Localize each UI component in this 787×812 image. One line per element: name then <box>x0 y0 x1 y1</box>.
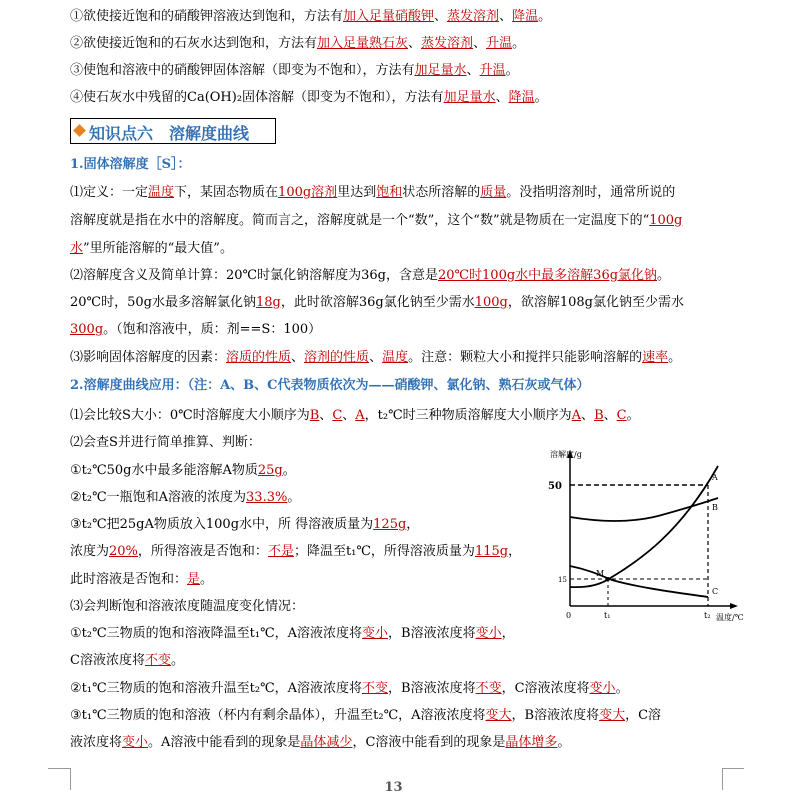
line-text: 。 <box>170 653 184 668</box>
line-text: 。注意：颗粒大小和搅拌只能影响溶解的 <box>408 350 643 365</box>
answer-text: 变小 <box>362 626 389 641</box>
section-heading <box>70 118 276 144</box>
answer-text: 是 <box>187 572 201 587</box>
answer-text: B <box>309 408 320 423</box>
line-text: ⑴定义：一定 <box>70 185 149 200</box>
line-text: 、 <box>408 36 422 51</box>
answer-text: 降温 <box>508 90 535 105</box>
label-a: A <box>712 473 718 482</box>
text-line <box>70 212 682 230</box>
x-axis-arrow <box>730 603 738 609</box>
answer-text: 125g <box>373 517 407 532</box>
answer-text: 20℃时100g水中最多溶解36g氯化钠 <box>437 268 658 283</box>
line-text: 溶解度就是指在水中的溶解度。简而言之，溶解度就是一个“数”，这个“数”就是物质在一定温度下的“ <box>70 213 650 228</box>
answer-text: 33.3% <box>246 490 288 505</box>
answer-text: A <box>355 408 365 423</box>
text-line <box>70 156 190 174</box>
text-line <box>70 516 419 534</box>
text-line <box>70 62 519 80</box>
answer-text: 速率 <box>642 350 669 365</box>
label-b: B <box>712 503 718 512</box>
line-text: 、 <box>291 350 305 365</box>
line-text: 1.固体溶解度［S］： <box>70 157 191 172</box>
curve-c <box>570 566 708 597</box>
answer-text: 变小 <box>122 735 149 750</box>
answer-text: 升温 <box>479 63 506 78</box>
line-text: 。 <box>615 681 629 696</box>
text-line <box>70 267 670 285</box>
line-text: 。 <box>200 572 214 587</box>
answer-text: C <box>332 408 343 423</box>
line-text: 2.溶解度曲线应用：（注：A、B、C代表物质依次为——硝酸钾、氯化钠、熟石灰或气体） <box>70 378 590 393</box>
answer-text: 溶剂的性质 <box>304 350 370 365</box>
y-axis-label: 溶解度/g <box>550 450 582 459</box>
answer-text: 蒸发溶剂 <box>421 36 474 51</box>
line-text: ，欲溶解108g氯化钠至少需水 <box>507 295 684 310</box>
answer-text: 变小 <box>589 681 616 696</box>
line-text: C溶液浓度将 <box>70 653 145 668</box>
answer-text: 溶质的性质 <box>226 350 292 365</box>
solubility-curve-graph <box>540 448 750 623</box>
answer-text: 加足量水 <box>443 90 496 105</box>
answer-text: 不变 <box>475 681 502 696</box>
line-text: 。 <box>287 490 301 505</box>
answer-text: 饱和 <box>376 185 403 200</box>
answer-text: B <box>594 408 604 423</box>
answer-text: 115g <box>474 544 509 559</box>
answer-text: 水 <box>70 241 84 256</box>
answer-text: 变大 <box>485 708 512 723</box>
line-text: 。 <box>282 463 296 478</box>
line-text: 。 <box>534 90 548 105</box>
curve-a <box>570 466 718 587</box>
answer-text: 100g溶剂 <box>278 185 338 200</box>
line-text: 。没指明溶剂时，通常所说的 <box>506 185 676 200</box>
answer-text: 晶体减少 <box>300 735 353 750</box>
line-text: 、 <box>319 408 333 423</box>
line-text: 。 <box>505 63 519 78</box>
text-line <box>70 571 213 589</box>
answer-text: 加入足量硝酸钾 <box>343 9 435 24</box>
line-text: 。 <box>512 36 526 51</box>
line-text: 。 <box>668 350 682 365</box>
text-line <box>70 377 590 395</box>
text-line <box>70 489 300 507</box>
text-line <box>70 8 551 26</box>
line-text: 、 <box>434 9 448 24</box>
line-text: ，B溶液浓度将 <box>511 708 600 723</box>
page-corner-left-h <box>48 768 70 770</box>
line-text: ④使石灰水中残留的Ca(OH)₂固体溶解（即变为不饱和），方法有 <box>70 90 444 105</box>
answer-text: 温度 <box>382 350 409 365</box>
answer-text: 100g <box>474 295 508 310</box>
line-text: 。 <box>657 268 671 283</box>
answer-text: 蒸发溶剂 <box>447 9 500 24</box>
line-text: 。（饱和溶液中，质：剂==S：100） <box>103 322 322 337</box>
line-text: ，C溶液中能看到的现象是 <box>352 735 506 750</box>
line-text: ，此时欲溶解36g氯化钠至少需水 <box>280 295 475 310</box>
line-text: ， <box>406 517 420 532</box>
answer-text: 变大 <box>599 708 626 723</box>
line-text: ⑵溶解度含义及简单计算：20℃时氯化钠溶解度为36g，含意是 <box>70 268 438 283</box>
answer-text: 降温 <box>512 9 539 24</box>
answer-text: 加足量水 <box>414 63 467 78</box>
text-line <box>70 294 684 312</box>
line-text: ⑵会查S并进行简单推算、判断： <box>70 435 261 450</box>
answer-text: 加入足量熟石灰 <box>317 36 409 51</box>
answer-text: A <box>571 408 582 423</box>
line-text: ②t₂℃一瓶饱和A溶液的浓度为 <box>70 490 247 505</box>
line-text: 、 <box>603 408 617 423</box>
line-text: ⑴会比较S大小：0℃时溶解度大小顺序为 <box>70 408 310 423</box>
text-line <box>70 35 525 53</box>
line-text: 下，某固态物质在 <box>174 185 279 200</box>
line-text: ②欲使接近饱和的石灰水达到饱和，方法有 <box>70 36 318 51</box>
line-text: ，C溶 <box>625 708 662 723</box>
text-line <box>70 734 570 752</box>
text-line <box>70 184 675 202</box>
line-text: ”里所能溶解的“最大值”。 <box>83 241 233 256</box>
text-line <box>70 407 640 425</box>
page-number: 13 <box>384 780 403 795</box>
line-text: ， <box>501 626 515 641</box>
line-text: ①t₂℃50g水中最多能溶解A物质 <box>70 463 258 478</box>
text-line <box>70 434 261 452</box>
line-text: ，所得溶液是否饱和： <box>137 544 268 559</box>
line-text: 、 <box>473 36 487 51</box>
line-text: 、 <box>342 408 356 423</box>
answer-text: 300g <box>70 322 104 337</box>
answer-text: 100g <box>649 213 683 228</box>
line-text: ①t₂℃三物质的饱和溶液降温至t₁℃，A溶液浓度将 <box>70 626 362 641</box>
y-tick-50: 50 <box>548 481 562 492</box>
answer-text: 不变 <box>144 653 171 668</box>
line-text: 、 <box>581 408 595 423</box>
line-text: ；降温至t₁℃，所得溶液质量为 <box>293 544 475 559</box>
label-m: M <box>596 569 605 578</box>
line-text: 。 <box>557 735 571 750</box>
text-line <box>70 462 296 480</box>
diamond-icon <box>73 124 86 137</box>
x-tick-t1: t₁ <box>604 611 611 620</box>
line-text: 、 <box>369 350 383 365</box>
answer-text: 20% <box>109 544 138 559</box>
line-text: ③t₁℃三物质的饱和溶液（杯内有剩余晶体），升温至t₂℃，A溶液浓度将 <box>70 708 486 723</box>
point-m <box>606 577 610 581</box>
line-text: ⑶影响固体溶解度的因素： <box>70 350 227 365</box>
line-text: ，B溶液浓度将 <box>388 681 476 696</box>
y-tick-15: 15 <box>558 576 567 584</box>
section-title: 知识点六 溶解度曲线 <box>89 124 250 143</box>
x-axis-label: 温度/℃ <box>716 613 744 622</box>
line-text: ， <box>508 544 522 559</box>
answer-text: 变小 <box>475 626 502 641</box>
text-line <box>70 349 681 367</box>
answer-text: 25g <box>257 463 283 478</box>
line-text: 。 <box>626 408 640 423</box>
answer-text: 不是 <box>267 544 294 559</box>
answer-text: 18g <box>255 295 281 310</box>
text-line <box>70 652 184 670</box>
line-text: 、 <box>466 63 480 78</box>
answer-text: 温度 <box>148 185 175 200</box>
origin-label: 0 <box>566 611 572 620</box>
text-line <box>70 707 661 725</box>
answer-text: 质量 <box>480 185 507 200</box>
line-text: 20℃时，50g水最多溶解氯化钠 <box>70 295 256 310</box>
text-line <box>70 598 304 616</box>
text-line <box>70 680 629 698</box>
line-text: ②t₁℃三物质的饱和溶液升温至t₂℃，A溶液浓度将 <box>70 681 362 696</box>
page-corner-right-h <box>722 768 744 770</box>
line-text: ③使饱和溶液中的硝酸钾固体溶解（即变为不饱和），方法有 <box>70 63 415 78</box>
line-text: 、 <box>495 90 509 105</box>
text-line <box>70 240 233 258</box>
text-line <box>70 625 515 643</box>
text-line <box>70 321 321 339</box>
label-c: C <box>712 587 719 596</box>
line-text: ⑶会判断饱和溶液浓度随温度变化情况： <box>70 599 305 614</box>
line-text: 此时溶液是否饱和： <box>70 572 188 587</box>
answer-text: C <box>616 408 627 423</box>
line-text: 浓度为 <box>70 544 110 559</box>
line-text: 状态所溶解的 <box>402 185 481 200</box>
answer-text: 升温 <box>486 36 513 51</box>
x-tick-t2: t₂ <box>704 611 711 620</box>
line-text: 里达到 <box>337 185 377 200</box>
line-text: ，C溶液浓度将 <box>501 681 590 696</box>
line-text: 。A溶液中能看到的现象是 <box>148 735 301 750</box>
answer-text: 不变 <box>362 681 389 696</box>
line-text: ，B溶液浓度将 <box>388 626 476 641</box>
line-text: ，t₂℃时三种物质溶解度大小顺序为 <box>364 408 572 423</box>
answer-text: 晶体增多 <box>505 735 558 750</box>
line-text: ①欲使接近饱和的硝酸钾溶液达到饱和，方法有 <box>70 9 344 24</box>
text-line <box>70 89 548 107</box>
line-text: 、 <box>499 9 513 24</box>
line-text: ③t₂℃把25gA物质放入100g水中，所 得溶液质量为 <box>70 517 374 532</box>
text-line <box>70 543 521 561</box>
line-text: 液浓度将 <box>70 735 123 750</box>
line-text: 。 <box>538 9 552 24</box>
